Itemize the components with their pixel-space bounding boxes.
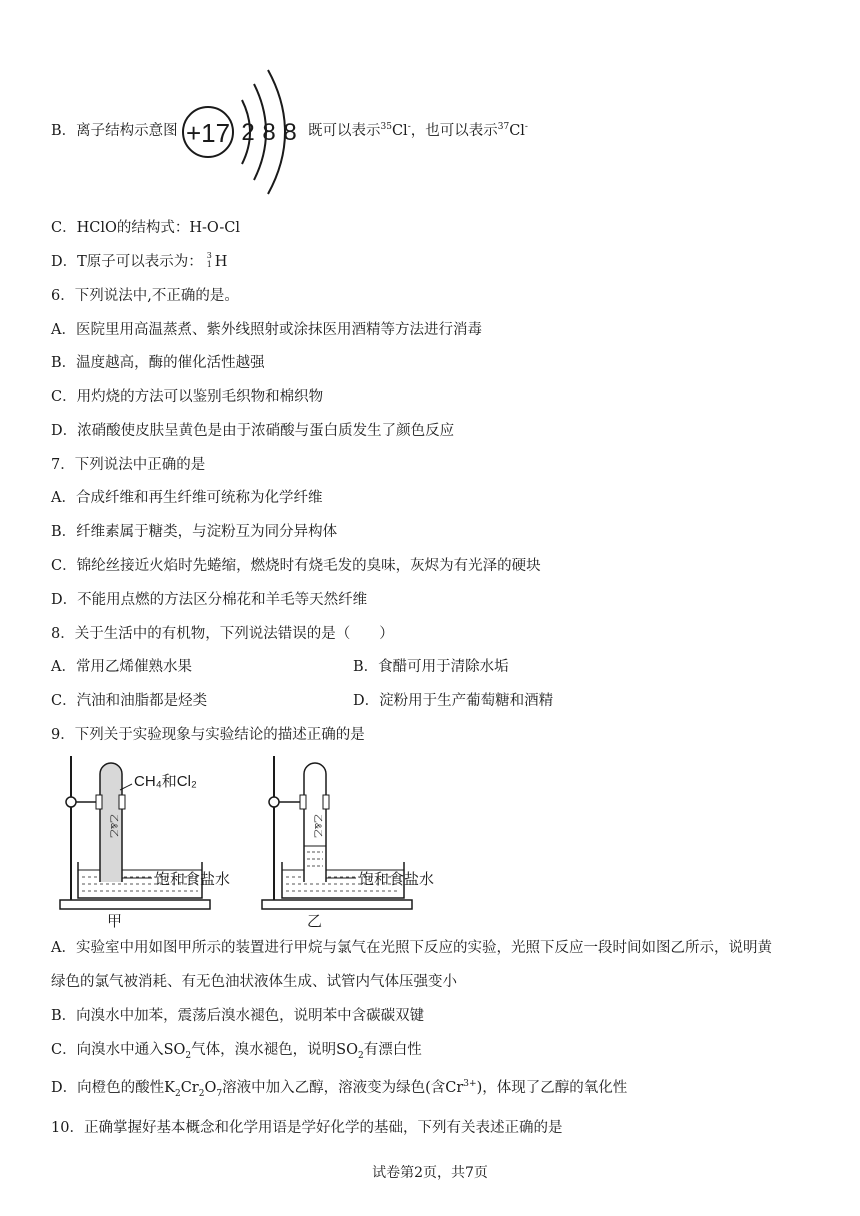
apparatus-left xyxy=(60,756,230,930)
q10-stem: 10．正确掌握好基本概念和化学用语是学好化学的基础，下列有关表述正确的是 xyxy=(51,1120,563,1136)
q5-option-b-text: 既可以表示$^{35}$Cl-，也可以表示$^{37}$Cl- xyxy=(308,122,528,139)
q5-option-b: B．离子结构示意图 xyxy=(51,123,178,139)
q6-stem: 6．下列说法中,不正确的是。 xyxy=(51,288,239,304)
ion-structure-diagram xyxy=(180,66,305,201)
q9-option-a-line1: A．实验室中用如图甲所示的装置进行甲烷与氯气在光照下反应的实验，光照下反应一段时间如图乙所示，说明黄 xyxy=(51,940,772,956)
q8-stem: 8．关于生活中的有机物，下列说法错误的是（ ） xyxy=(51,626,394,642)
shell-3-count: 8 xyxy=(283,119,297,146)
gas-label: CH₄和Cl₂ xyxy=(134,773,197,790)
q9-option-a-line2: 绿色的氯气被消耗、有无色油状液体生成、试管内气体压强变小 xyxy=(51,974,457,990)
page-footer: 试卷第2页，共7页 xyxy=(372,1165,488,1181)
q5-option-d: D．T原子可以表示为： 3 1 H xyxy=(51,251,228,270)
liquid-label-right: 饱和食盐水 xyxy=(359,871,435,888)
q6-option-c: C．用灼烧的方法可以鉴别毛织物和棉织物 xyxy=(51,389,324,405)
svg-text:乙&乙: 乙&乙 xyxy=(313,814,323,839)
q8-option-c: C．汽油和油脂都是烃类 xyxy=(51,693,208,709)
q7-option-b: B．纤维素属于糖类，与淀粉互为同分异构体 xyxy=(51,524,338,540)
q9-stem: 9．下列关于实验现象与实验结论的描述正确的是 xyxy=(51,727,365,743)
apparatus-right xyxy=(262,756,434,930)
nucleus-charge: +17 xyxy=(185,118,231,148)
shell-2-count: 8 xyxy=(262,119,276,146)
q9-option-d: D．向橙色的酸性$K_2Cr_2O_7$溶液中加入乙醇，溶液变为绿色(含$Cr^{3+}$)，体现了乙醇的氧化性 xyxy=(51,1079,628,1099)
q7-option-d: D．不能用点燃的方法区分棉花和羊毛等天然纤维 xyxy=(51,592,368,608)
q8-option-a: A．常用乙烯催熟水果 xyxy=(51,659,192,675)
q8-option-b: B．食醋可用于清除水垢 xyxy=(353,659,509,675)
liquid-label-left: 饱和食盐水 xyxy=(155,871,231,888)
q8-option-d: D．淀粉用于生产葡萄糖和酒精 xyxy=(353,693,554,709)
q7-option-a: A．合成纤维和再生纤维可统称为化学纤维 xyxy=(51,490,323,506)
svg-text:乙&乙: 乙&乙 xyxy=(109,814,119,839)
caption-left: 甲 xyxy=(107,913,123,930)
caption-right: 乙 xyxy=(307,913,323,930)
q7-stem: 7．下列说法中正确的是 xyxy=(51,457,206,473)
q9-option-c: C．向溴水中通入$SO_2$气体，溴水褪色，说明$SO_2$有漂白性 xyxy=(51,1042,422,1061)
shell-1-count: 2 xyxy=(241,119,255,146)
q7-option-c: C．锦纶丝接近火焰时先蜷缩，燃烧时有烧毛发的臭味，灰烬为有光泽的硬块 xyxy=(51,558,541,574)
q9-apparatus-figure xyxy=(52,750,472,930)
q6-option-d: D．浓硝酸使皮肤呈黄色是由于浓硝酸与蛋白质发生了颜色反应 xyxy=(51,423,455,439)
isotope-notation: 3 1 xyxy=(206,251,212,269)
q6-option-a: A．医院里用高温蒸煮、紫外线照射或涂抹医用酒精等方法进行消毒 xyxy=(51,322,482,338)
q6-option-b: B．温度越高，酶的催化活性越强 xyxy=(51,355,265,371)
q5-option-c: C．HClO的结构式：H-O-Cl xyxy=(51,220,240,236)
q9-option-b: B．向溴水中加苯，震荡后溴水褪色，说明苯中含碳碳双键 xyxy=(51,1008,425,1024)
